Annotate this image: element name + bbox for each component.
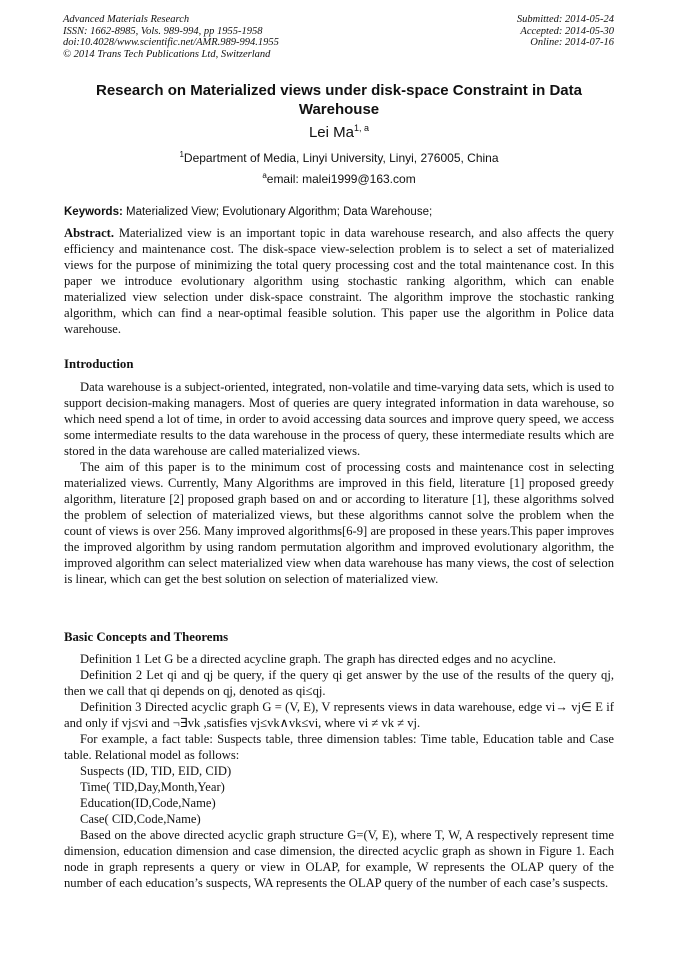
introduction-body (64, 379, 614, 587)
author (64, 123, 614, 141)
definition-1: Definition 1 Let G be a directed acycline graph. The graph has directed edges and no acycline. (80, 652, 557, 666)
affiliation-text: Department of Media, Linyi University, Linyi, 276005, China (183, 151, 499, 165)
journal-info (63, 14, 279, 60)
relational-model-suspects: Suspects (ID, TID, EID, CID) (80, 764, 232, 778)
keywords-text: Materialized View; Evolutionary Algorithm; Data Warehouse; (126, 206, 433, 218)
submitted-date: Submitted: 2014-05-24 (516, 14, 614, 25)
affiliation-sup: 1 (179, 150, 184, 159)
affiliation (64, 150, 614, 165)
keywords (64, 206, 614, 218)
author-sup: 1, a (354, 123, 370, 133)
author-email (64, 171, 614, 186)
basic-concepts-heading: Basic Concepts and Theorems (64, 630, 229, 644)
introduction-heading: Introduction (64, 357, 134, 371)
definition-2: Definition 2 Let qi and qj be query, if the query qi get answer by the use of the results of the query qj, then we call that qi depends on qj, denoted as qi≤qj. (64, 668, 614, 698)
definition-3: Definition 3 Directed acyclic graph G = (V, E), V represents views in data warehouse, edge vi→ vj∈ E if and only if vj≤vi and ¬∃vk ,satisfies vj≤vk∧vk≤vi, where vi ≠ vk ≠ vj. (64, 700, 614, 730)
journal-doi: doi:10.4028/www.scientific.net/AMR.989-994.1955 (63, 37, 279, 48)
example-paragraph: For example, a fact table: Suspects table, three dimension tables: Time table, Education table and Case table. Relational model as follows: (64, 732, 614, 762)
relational-model-time: Time( TID,Day,Month,Year) (80, 780, 225, 794)
author-name: Lei Ma (308, 124, 354, 141)
accepted-date: Accepted: 2014-05-30 (520, 25, 614, 37)
email-sup: a (262, 171, 267, 180)
paper-title: Research on Materialized views under disk-space Constraint in Data Warehouse (96, 82, 582, 118)
abstract (64, 225, 614, 337)
email-text: email: malei1999@163.com (266, 172, 416, 186)
dag-description: Based on the above directed acyclic graph structure G=(V, E), where T, W, A respectively represent time dimension, education dimension and case dimension, the directed acyclic graph as shown in Figure 1. Each node in graph represents a query or view in OLAP, for example, W represents the OLAP query of the number of each education’s suspects, WA represents the OLAP query of the number of each case’s suspects. (64, 828, 614, 890)
keywords-label: Keywords: (64, 206, 123, 218)
journal-name: Advanced Materials Research (63, 14, 190, 25)
journal-copyright: © 2014 Trans Tech Publications Ltd, Switzerland (63, 48, 271, 60)
relational-model-education: Education(ID,Code,Name) (80, 796, 216, 810)
publication-dates (517, 14, 614, 49)
introduction-paragraph-2: The aim of this paper is to the minimum cost of processing costs and maintenance cost in selecting materialized views. Currently, Many Algorithms are improved in this field, literature [1] proposed greedy algorithm, literature [2] proposed graph based on and or according to literature [1], these algorithms solved the problem of selection of materialized views, but these algorithms cannot solve the problem when the count of views is over 256. Many improved algorithms[6-9] are proposed in these years.This paper improves the improved algorithm by using random permutation algorithm and improved evolutionary algorithm, the improved algorithm can select materialized view when data warehouse has many views, the cost of selection is linear, which can get the best solution on selection of materialized view. (64, 460, 614, 586)
basic-concepts-body (64, 651, 614, 891)
abstract-label: Abstract. (64, 226, 115, 240)
relational-model-case: Case( CID,Code,Name) (80, 812, 201, 826)
journal-issn: ISSN: 1662-8985, Vols. 989-994, pp 1955-1958 (63, 25, 263, 37)
introduction-paragraph-1: Data warehouse is a subject-oriented, integrated, non-volatile and time-varying data sets, which is used to support decision-making managers. Most of queries are query integrated information in data warehouse, so which need spend a lot of time, in order to avoid accessing data sources and improve query speed, we access some intermediate results to the data warehouse in the process of query, these intermediate results which are stored in the data warehouse are called materialized views. (64, 380, 614, 458)
abstract-text: Materialized view is an important topic in data warehouse research, and also affects the query efficiency and maintenance cost. The disk-space view-selection problem is to select a set of materialized views for the purpose of minimizing the total query processing cost and the total maintenance cost. In this paper we introduce evolutionary algorithm using stochastic ranking algorithm, which can enable materialized view selection under disk-space constraint. The algorithm improve the stochastic ranking algorithm, which can find a near-optimal feasible solution. This paper use the algorithm in Police data warehouse. (64, 226, 614, 336)
online-date: Online: 2014-07-16 (530, 37, 614, 48)
